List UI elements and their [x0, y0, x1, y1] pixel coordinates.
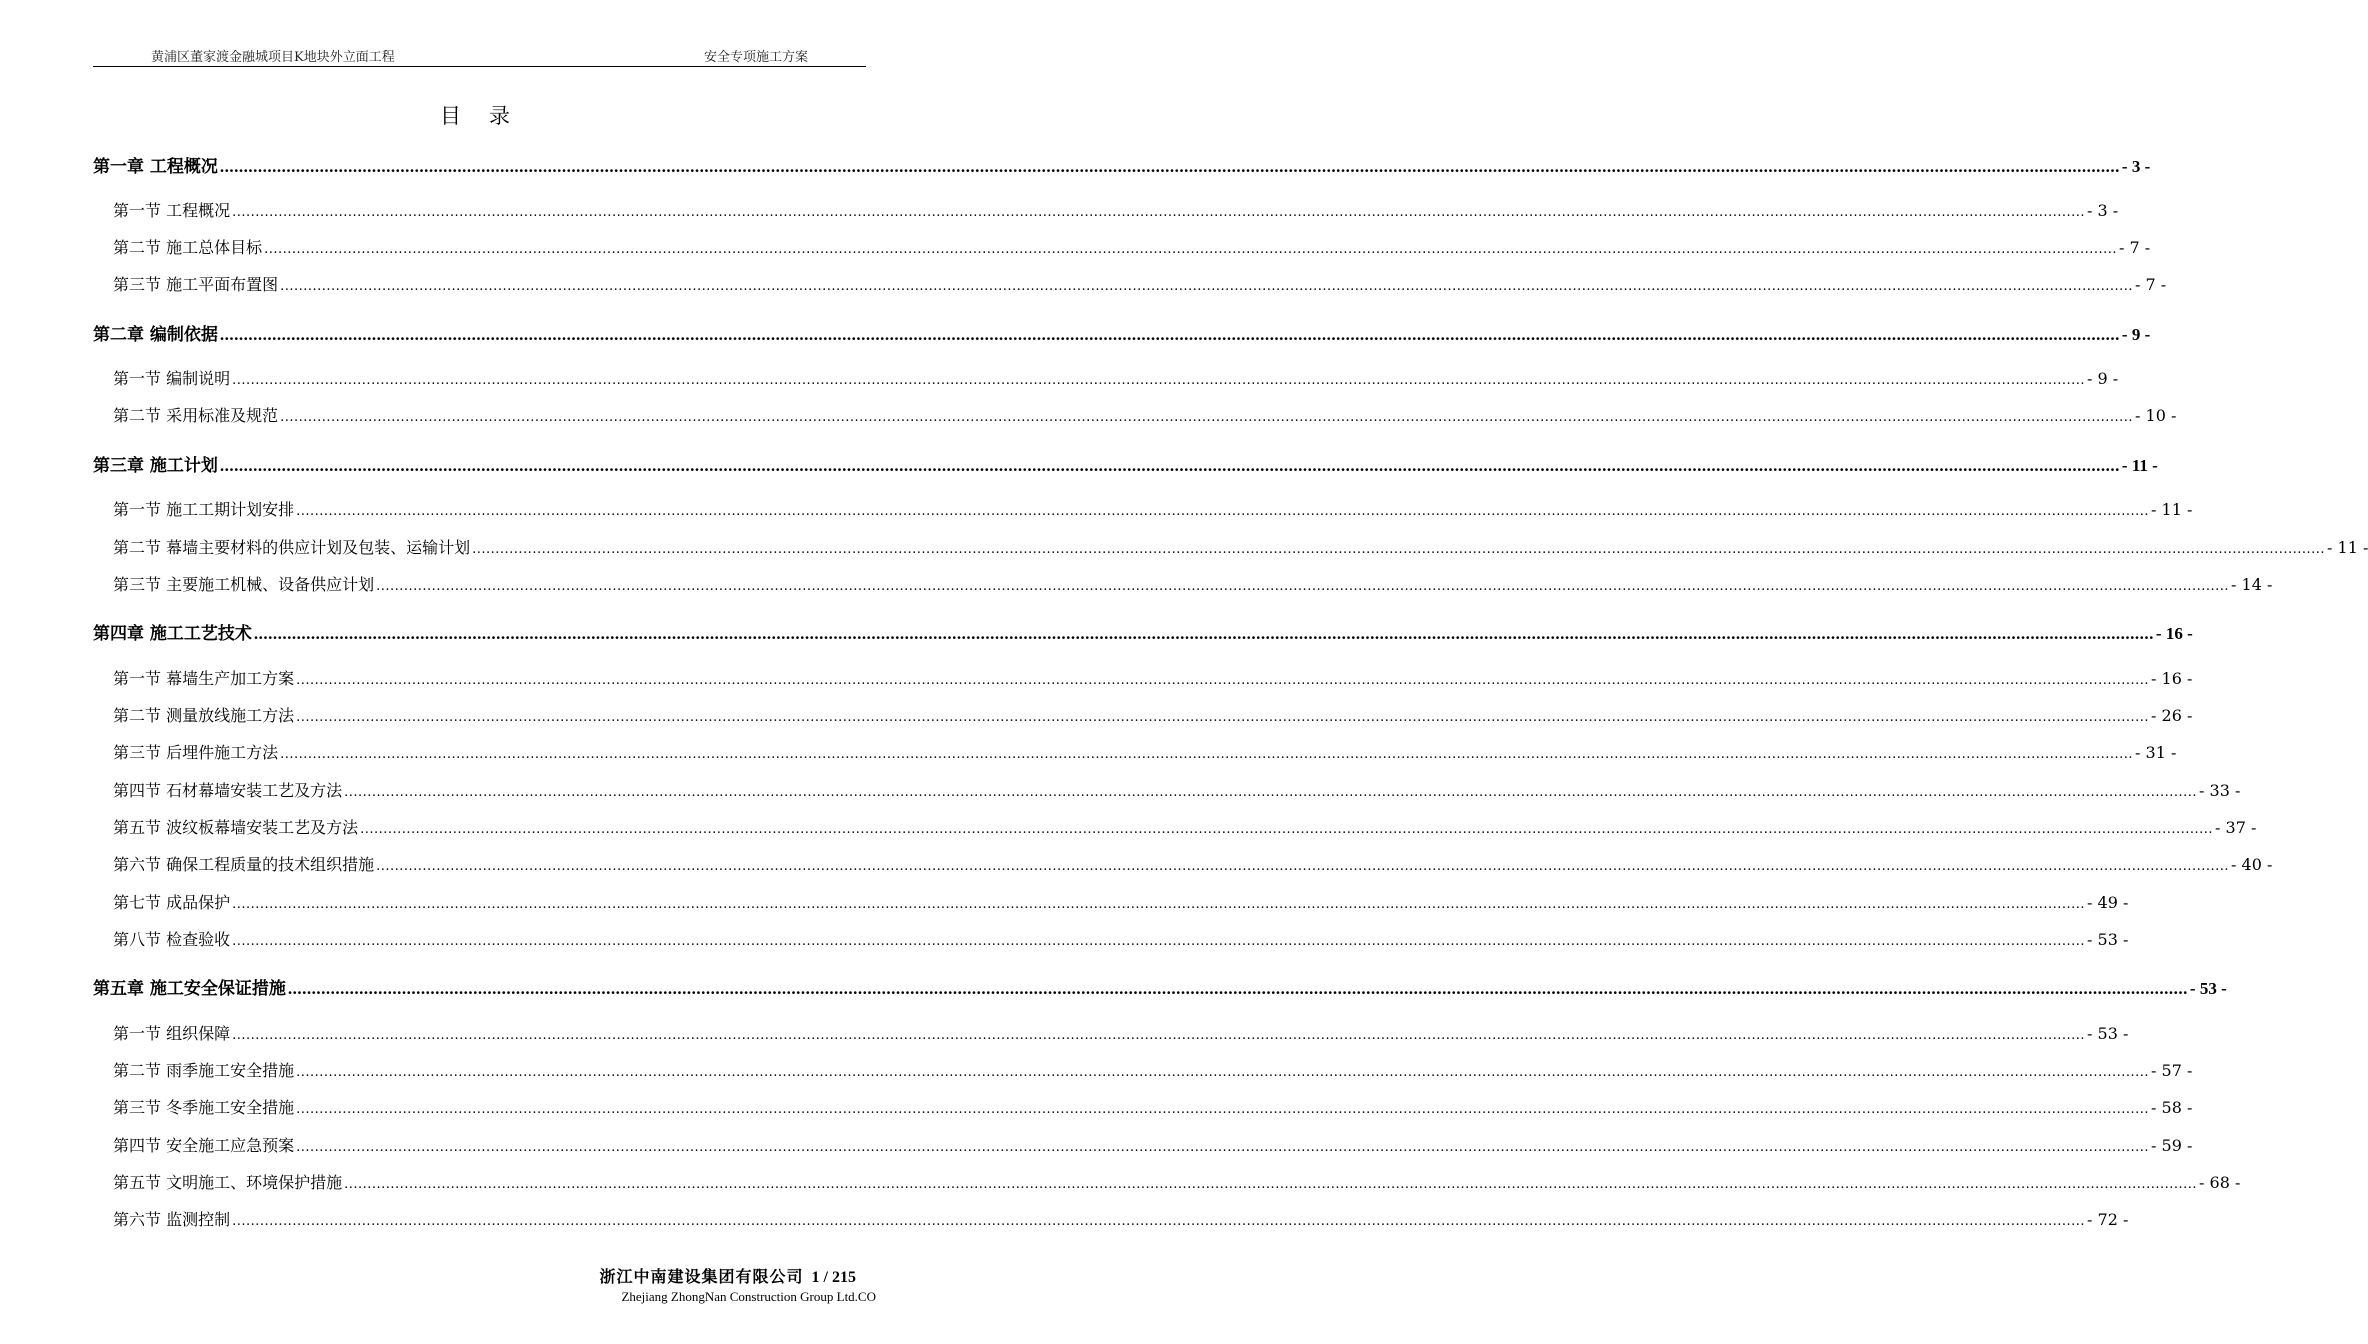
toc-leader-dots: ................................................................................................................................................................................................................................................................................................................................................................................................................ [219, 325, 2120, 344]
toc-entry-label: 第三节 后埋件施工方法 [113, 743, 279, 762]
toc-section-entry[interactable] [93, 1170, 2241, 1193]
toc-section-entry[interactable] [93, 890, 2129, 913]
toc-entry-label: 第六节 监测控制 [113, 1210, 231, 1229]
toc-leader-dots: ................................................................................................................................................................................................................................................................................................................................................................................................................ [296, 710, 2150, 725]
toc-entry-label: 第五节 波纹板幕墙安装工艺及方法 [113, 818, 359, 837]
toc-entry-label: 第八节 检查验收 [113, 930, 231, 949]
toc-entry-page: - 11 - [2121, 456, 2158, 475]
toc-entry-page: - 7 - [2135, 275, 2167, 294]
toc-entry-page: - 68 - [2199, 1173, 2241, 1192]
toc-leader-dots: ................................................................................................................................................................................................................................................................................................................................................................................................................ [232, 1028, 2086, 1043]
toc-leader-dots: ................................................................................................................................................................................................................................................................................................................................................................................................................ [253, 624, 2154, 643]
toc-entry-label: 第三章 施工计划 [93, 456, 218, 476]
toc-leader-dots: ................................................................................................................................................................................................................................................................................................................................................................................................................ [280, 279, 2134, 294]
toc-leader-dots: ................................................................................................................................................................................................................................................................................................................................................................................................................ [232, 373, 2086, 388]
toc-entry-label: 第一节 施工工期计划安排 [113, 500, 295, 519]
toc-entry-label: 第三节 冬季施工安全措施 [113, 1098, 295, 1117]
toc-entry-page: - 33 - [2199, 781, 2241, 800]
toc-entry-label: 第二节 测量放线施工方法 [113, 706, 295, 725]
toc-entry-page: - 7 - [2119, 238, 2151, 257]
toc-leader-dots: ................................................................................................................................................................................................................................................................................................................................................................................................................ [287, 979, 2188, 998]
toc-leader-dots: ................................................................................................................................................................................................................................................................................................................................................................................................................ [232, 897, 2086, 912]
toc-entry-page: - 53 - [2087, 1024, 2129, 1043]
toc-entry-label: 第三节 施工平面布置图 [113, 275, 279, 294]
toc-entry-label: 第三节 主要施工机械、设备供应计划 [113, 575, 375, 594]
toc-leader-dots: ................................................................................................................................................................................................................................................................................................................................................................................................................ [472, 542, 2326, 557]
toc-entry-page: - 57 - [2151, 1061, 2193, 1080]
toc-entry-page: - 16 - [2151, 669, 2193, 688]
toc-leader-dots: ................................................................................................................................................................................................................................................................................................................................................................................................................ [232, 205, 2086, 220]
toc-section-entry[interactable] [93, 1021, 2129, 1044]
toc-entry-label: 第二节 采用标准及规范 [113, 406, 279, 425]
toc-entry-label: 第一节 组织保障 [113, 1024, 231, 1043]
page-header [93, 44, 866, 67]
toc-leader-dots: ................................................................................................................................................................................................................................................................................................................................................................................................................ [344, 1177, 2198, 1192]
toc-entry-label: 第一节 工程概况 [113, 201, 231, 220]
toc-leader-dots: ................................................................................................................................................................................................................................................................................................................................................................................................................ [296, 504, 2150, 519]
toc-leader-dots: ................................................................................................................................................................................................................................................................................................................................................................................................................ [280, 747, 2134, 762]
toc-leader-dots: ................................................................................................................................................................................................................................................................................................................................................................................................................ [264, 242, 2118, 257]
toc-entry-label: 第一节 编制说明 [113, 369, 231, 388]
toc-entry-label: 第二节 幕墙主要材料的供应计划及包装、运输计划 [113, 538, 471, 557]
toc-section-entry[interactable] [93, 778, 2241, 801]
footer-page-number: 1 / 215 [811, 1269, 856, 1286]
toc-section-entry[interactable] [93, 366, 2119, 389]
toc-section-entry[interactable] [93, 927, 2129, 950]
toc-leader-dots: ................................................................................................................................................................................................................................................................................................................................................................................................................ [232, 1214, 2086, 1229]
toc-section-entry[interactable] [93, 572, 2273, 595]
toc-leader-dots: ................................................................................................................................................................................................................................................................................................................................................................................................................ [280, 410, 2134, 425]
toc-chapter-entry[interactable] [93, 451, 2158, 476]
footer-company [600, 1264, 856, 1287]
toc-leader-dots: ................................................................................................................................................................................................................................................................................................................................................................................................................ [376, 579, 2230, 594]
toc-entry-page: - 14 - [2231, 575, 2273, 594]
toc-section-entry[interactable] [93, 703, 2193, 726]
toc-section-entry[interactable] [93, 497, 2193, 520]
toc-section-entry[interactable] [93, 1095, 2193, 1118]
toc-section-entry[interactable] [93, 403, 2177, 426]
toc-entry-page: - 59 - [2151, 1136, 2193, 1155]
header-project-name: 黄浦区董家渡金融城项目K地块外立面工程 [151, 50, 395, 65]
toc-section-entry[interactable] [93, 1207, 2129, 1230]
toc-entry-page: - 31 - [2135, 743, 2177, 762]
toc-entry-label: 第六节 确保工程质量的技术组织措施 [113, 855, 375, 874]
toc-section-entry[interactable] [93, 272, 2167, 295]
page-footer [599, 1264, 876, 1305]
toc-entry-label: 第四节 石材幕墙安装工艺及方法 [113, 781, 343, 800]
toc-entry-page: - 3 - [2087, 201, 2119, 220]
toc-leader-dots: ................................................................................................................................................................................................................................................................................................................................................................................................................ [296, 1140, 2150, 1155]
toc-leader-dots: ................................................................................................................................................................................................................................................................................................................................................................................................................ [296, 673, 2150, 688]
toc-entry-page: - 58 - [2151, 1098, 2193, 1117]
toc-chapter-entry[interactable] [93, 152, 2151, 177]
footer-company-name: 浙江中南建设集团有限公司 [599, 1267, 804, 1286]
toc-leader-dots: ................................................................................................................................................................................................................................................................................................................................................................................................................ [344, 785, 2198, 800]
toc-section-entry[interactable] [93, 666, 2193, 689]
toc-entry-page: - 3 - [2121, 157, 2151, 176]
toc-leader-dots: ................................................................................................................................................................................................................................................................................................................................................................................................................ [232, 934, 2086, 949]
toc-entry-label: 第四章 施工工艺技术 [93, 624, 252, 644]
toc-section-entry[interactable] [93, 198, 2119, 221]
toc-leader-dots: ................................................................................................................................................................................................................................................................................................................................................................................................................ [376, 859, 2230, 874]
toc-chapter-entry[interactable] [93, 320, 2151, 345]
toc-entry-page: - 40 - [2231, 855, 2273, 874]
toc-entry-page: - 53 - [2189, 979, 2227, 998]
footer-company-english: Zhejiang ZhongNan Construction Group Ltd.CO [621, 1289, 876, 1304]
toc-leader-dots: ................................................................................................................................................................................................................................................................................................................................................................................................................ [296, 1065, 2150, 1080]
toc-entry-page: - 16 - [2155, 624, 2193, 643]
header-document-type: 安全专项施工方案 [703, 50, 808, 65]
toc-entry-page: - 49 - [2087, 893, 2129, 912]
toc-entry-label: 第四节 安全施工应急预案 [113, 1136, 295, 1155]
toc-section-entry[interactable] [93, 1058, 2193, 1081]
toc-entry-page: - 11 - [2327, 538, 2368, 557]
toc-entry-page: - 53 - [2087, 930, 2129, 949]
toc-entry-label: 第二节 雨季施工安全措施 [113, 1061, 295, 1080]
toc-entry-label: 第一节 幕墙生产加工方案 [113, 669, 295, 688]
toc-entry-label: 第五章 施工安全保证措施 [93, 979, 286, 999]
toc-entry-label: 第五节 文明施工、环境保护措施 [113, 1173, 343, 1192]
toc-chapter-entry[interactable] [93, 974, 2227, 999]
toc-entry-label: 第一章 工程概况 [93, 157, 218, 177]
toc-section-entry[interactable] [93, 235, 2151, 258]
toc-section-entry[interactable] [93, 852, 2273, 875]
toc-entry-page: - 37 - [2215, 818, 2257, 837]
toc-section-entry[interactable] [93, 815, 2257, 838]
toc-title: 目录 [440, 104, 538, 128]
toc-leader-dots: ................................................................................................................................................................................................................................................................................................................................................................................................................ [219, 456, 2120, 475]
toc-entry-label: 第二节 施工总体目标 [113, 238, 263, 257]
toc-leader-dots: ................................................................................................................................................................................................................................................................................................................................................................................................................ [360, 822, 2214, 837]
toc-leader-dots: ................................................................................................................................................................................................................................................................................................................................................................................................................ [219, 157, 2120, 176]
toc-entry-page: - 10 - [2135, 406, 2177, 425]
toc-section-entry[interactable] [93, 535, 2368, 558]
toc-entry-page: - 26 - [2151, 706, 2193, 725]
toc-entry-label: 第七节 成品保护 [113, 893, 231, 912]
toc-entry-page: - 11 - [2151, 500, 2193, 519]
toc-section-entry[interactable] [93, 740, 2177, 763]
toc-leader-dots: ................................................................................................................................................................................................................................................................................................................................................................................................................ [296, 1102, 2150, 1117]
toc-entry-page: - 9 - [2087, 369, 2119, 388]
toc-chapter-entry[interactable] [93, 619, 2193, 644]
toc-entry-page: - 9 - [2121, 325, 2151, 344]
toc-section-entry[interactable] [93, 1133, 2193, 1156]
toc-entry-page: - 72 - [2087, 1210, 2129, 1229]
toc-entry-label: 第二章 编制依据 [93, 325, 218, 345]
